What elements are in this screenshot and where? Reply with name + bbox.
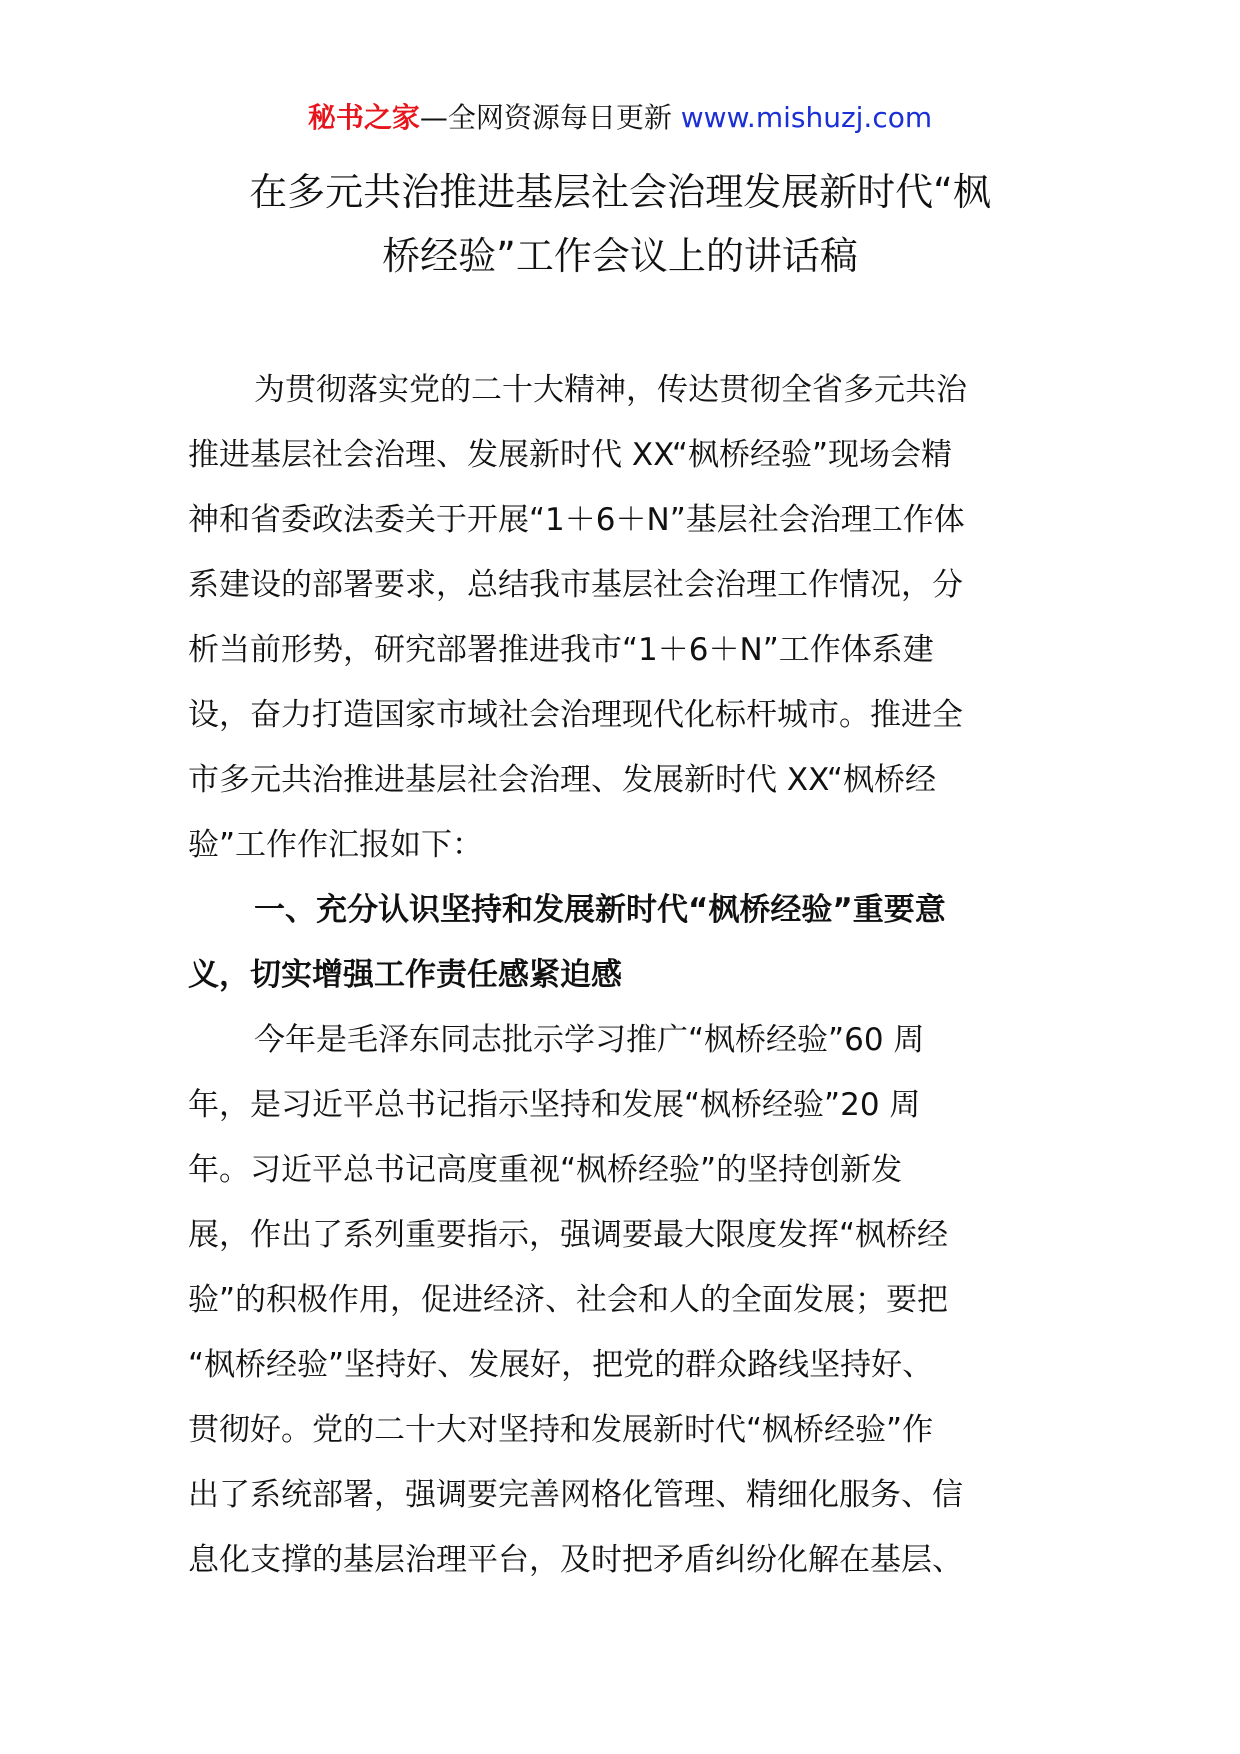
section-heading-line-1: 一、充分认识坚持和发展新时代“枫桥经验”重要意 xyxy=(254,892,946,928)
site-header xyxy=(0,98,1240,138)
paragraph-2-line-3: 年。习近平总书记高度重视“枫桥经验”的坚持创新发 xyxy=(188,1152,903,1188)
section-heading-line-2: 义，切实增强工作责任感紧迫感 xyxy=(188,957,622,993)
paragraph-2-line-2: 年，是习近平总书记指示坚持和发展“枫桥经验”20 周 xyxy=(188,1087,921,1123)
paragraph-1-line-8: 验”工作作汇报如下： xyxy=(188,827,484,863)
paragraph-1-line-4: 系建设的部署要求，总结我市基层社会治理工作情况，分 xyxy=(188,567,963,603)
document-body xyxy=(188,358,1058,1593)
paragraph-2-line-1: 今年是毛泽东同志批示学习推广“枫桥经验”60 周 xyxy=(254,1022,925,1058)
brand-name: 秘书之家 xyxy=(307,101,420,134)
paragraph-1-line-2: 推进基层社会治理、发展新时代 XX“枫桥经验”现场会精 xyxy=(188,437,953,473)
paragraph-2-line-4: 展，作出了系列重要指示，强调要最大限度发挥“枫桥经 xyxy=(188,1217,949,1253)
title-line-2: 桥经验”工作会议上的讲话稿 xyxy=(382,234,858,278)
paragraph-1-line-1: 为贯彻落实党的二十大精神，传达贯彻全省多元共治 xyxy=(254,372,967,408)
paragraph-2-line-6: “枫桥经验”坚持好、发展好，把党的群众路线坚持好、 xyxy=(188,1347,934,1383)
paragraph-2-line-7: 贯彻好。党的二十大对坚持和发展新时代“枫桥经验”作 xyxy=(188,1412,934,1448)
paragraph-2-line-8: 出了系统部署，强调要完善网格化管理、精细化服务、信 xyxy=(188,1477,963,1513)
brand-tagline: —全网资源每日更新 xyxy=(419,101,681,134)
paragraph-1-line-7: 市多元共治推进基层社会治理、发展新时代 XX“枫桥经 xyxy=(188,762,936,798)
paragraph-1-line-6: 设，奋力打造国家市域社会治理现代化标杆城市。推进全 xyxy=(188,697,963,733)
paragraph-2-line-9: 息化支撑的基层治理平台，及时把矛盾纠纷化解在基层、 xyxy=(188,1542,963,1578)
paragraph-2-line-5: 验”的积极作用，促进经济、社会和人的全面发展；要把 xyxy=(188,1282,949,1318)
title-line-1: 在多元共治推进基层社会治理发展新时代“枫 xyxy=(249,170,991,214)
paragraph-1-line-5: 析当前形势，研究部署推进我市“1＋6＋N”工作体系建 xyxy=(188,632,934,668)
brand-url-link[interactable]: www.mishuzj.com xyxy=(680,101,933,134)
paragraph-1-line-3: 神和省委政法委关于开展“1＋6＋N”基层社会治理工作体 xyxy=(188,502,965,538)
document-title xyxy=(150,160,1090,288)
